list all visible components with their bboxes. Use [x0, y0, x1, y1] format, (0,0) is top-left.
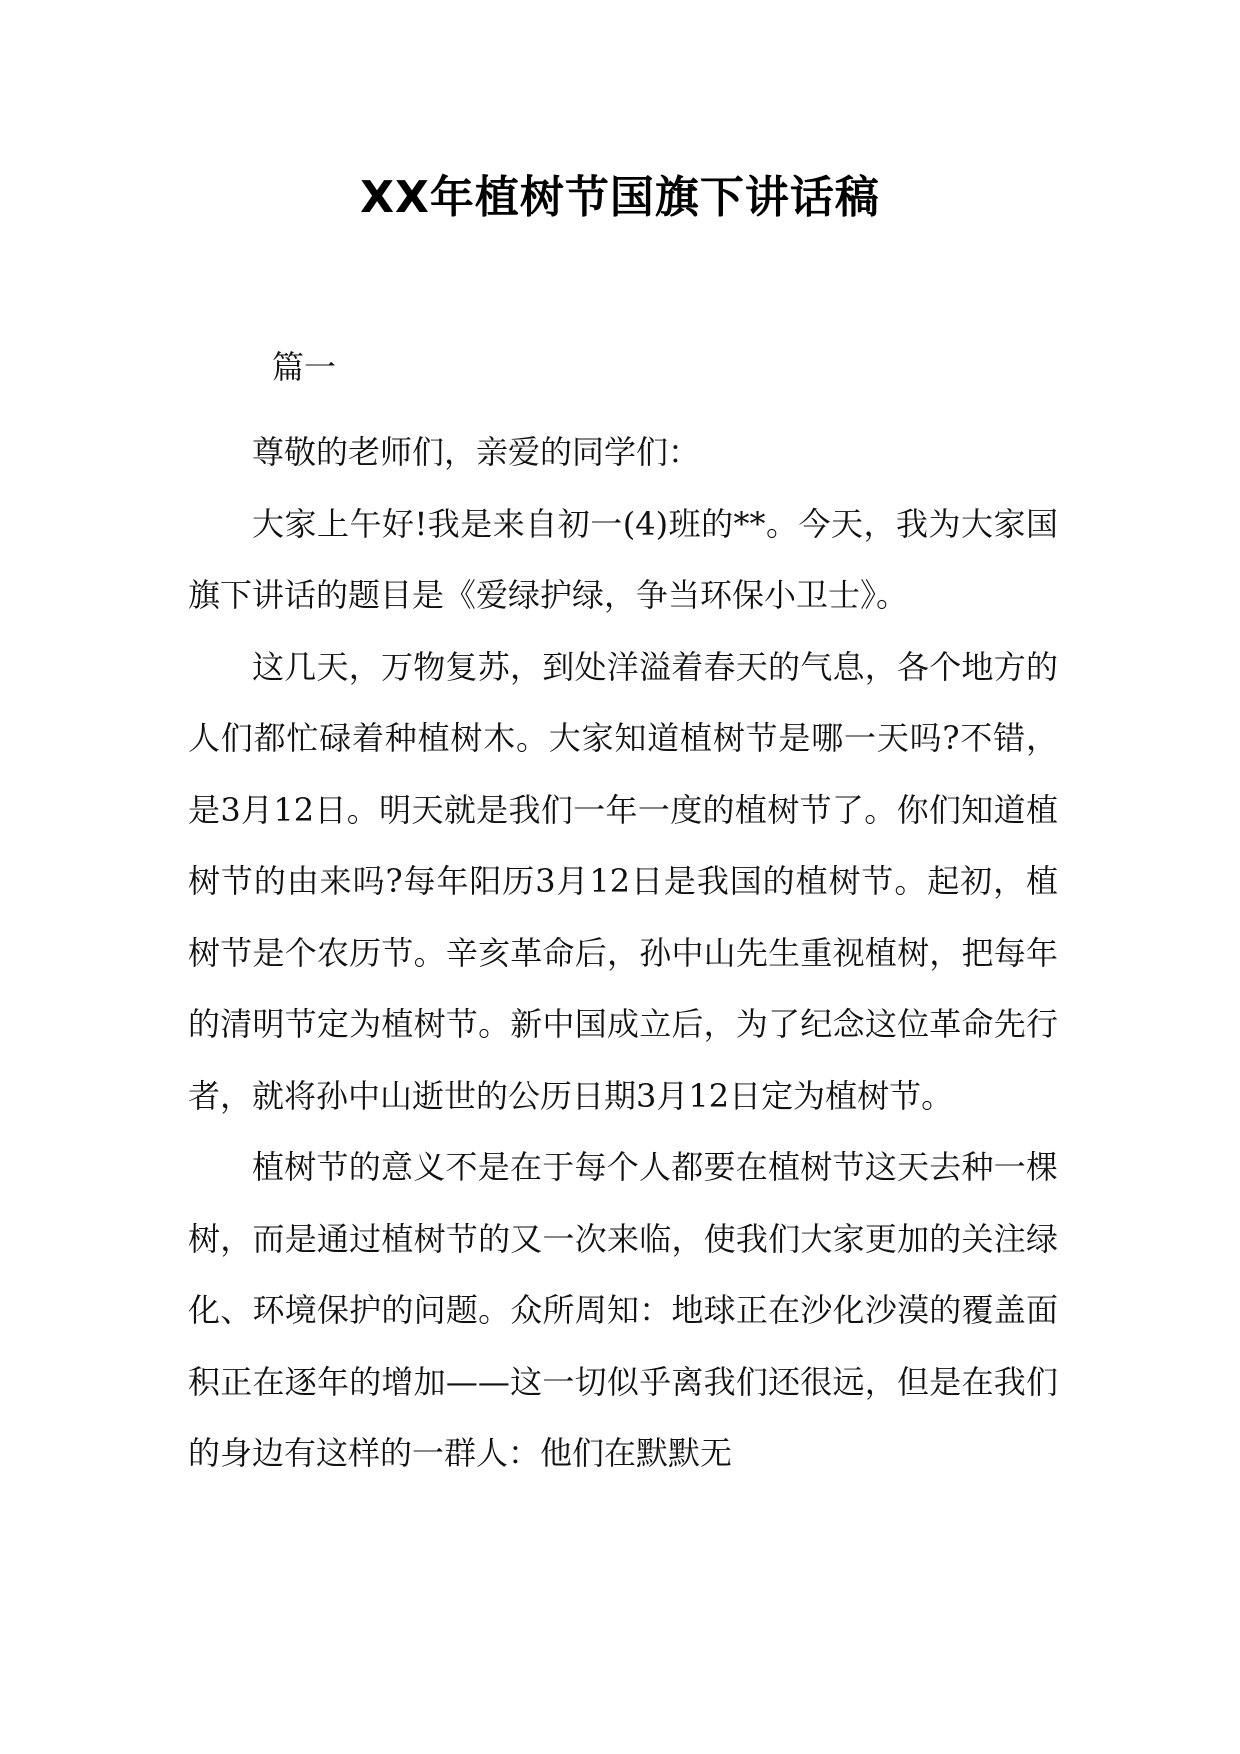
document-title: XX年植树节国旗下讲话稿 [360, 172, 880, 223]
document-body [188, 417, 1058, 1490]
paragraph-intro: 大家上午好!我是来自初一(4)班的**。今天，我为大家国旗下讲话的题目是《爱绿护绿，争当环保小卫士》。 [188, 504, 1058, 614]
paragraph-arbor-day-meaning: 植树节的意义不是在于每个人都要在植树节这天去种一棵树，而是通过植树节的又一次来临，使我们大家更加的关注绿化、环境保护的问题。众所周知：地球正在沙化沙漠的覆盖面积正在逐年的增加——这一切似乎离我们还很远，但是在我们的身边有这样的一群人：他们在默默无 [188, 1148, 1058, 1472]
paragraph-arbor-day-origin: 这几天，万物复苏，到处洋溢着春天的气息，各个地方的人们都忙碌着种植树木。大家知道植树节是哪一天吗?不错，是3月12日。明天就是我们一年一度的植树节了。你们知道植树节的由来吗?每年阳历3月12日是我国的植树节。起初，植树节是个农历节。辛亥革命后，孙中山先生重视植树，把每年的清明节定为植树节。新中国成立后，为了纪念这位革命先行者，就将孙中山逝世的公历日期3月12日定为植树节。 [188, 647, 1058, 1115]
paragraph-greeting: 尊敬的老师们，亲爱的同学们： [252, 433, 701, 471]
section-label: 篇一 [272, 348, 337, 386]
